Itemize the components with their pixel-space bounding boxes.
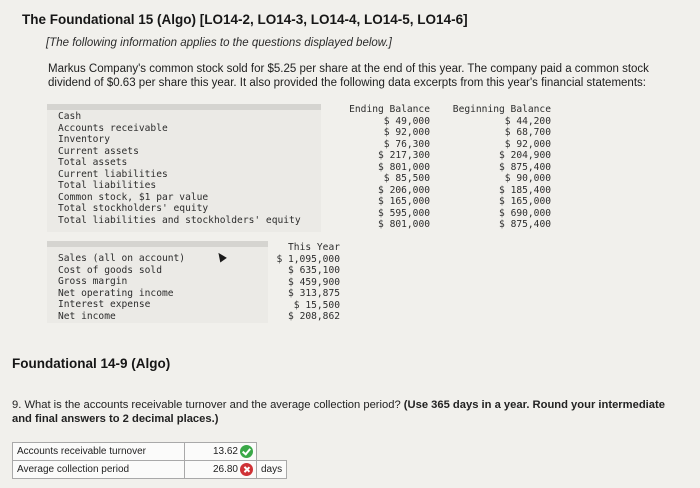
- answer-unit-empty: [257, 443, 287, 461]
- ar-turnover-input[interactable]: [185, 443, 257, 461]
- table-cell: $ 459,900: [288, 276, 340, 288]
- table-cell: $ 204,900: [499, 150, 551, 161]
- question-plain: 9. What is the accounts receivable turnover and the average collection period?: [12, 399, 404, 411]
- table-cell: $ 875,400: [499, 219, 551, 230]
- col-header-ending: Ending Balance: [349, 104, 430, 115]
- table-cell: $ 85,500: [383, 173, 430, 184]
- answer-value: 13.62: [212, 446, 238, 458]
- table-cell: $ 49,000: [383, 115, 430, 127]
- is-label-interest-expense: Interest expense: [58, 299, 151, 310]
- this-year-column: [270, 242, 340, 323]
- incorrect-icon: [240, 463, 253, 476]
- page-title: The Foundational 15 (Algo) [LO14-2, LO14-3, LO14-4, LO14-5, LO14-6]: [22, 12, 468, 27]
- intro-note: [The following information applies to the questions displayed below.]: [46, 37, 392, 49]
- table-cell: $ 44,200: [504, 115, 551, 127]
- table-cell: $ 165,000: [499, 196, 551, 207]
- question-text: [12, 399, 700, 426]
- is-label-cogs: Cost of goods sold: [58, 264, 162, 276]
- col-header-this-year: This Year: [288, 242, 340, 253]
- table-row: [13, 461, 287, 479]
- table-cell: $ 1,095,000: [276, 253, 340, 265]
- table-cell: $ 15,500: [293, 299, 340, 311]
- bs-label-total-equity: Total stockholders' equity: [58, 203, 209, 214]
- answer-unit: days: [257, 461, 287, 479]
- bs-label-total-liabilities: Total liabilities: [58, 180, 157, 191]
- table-cell: $ 217,300: [378, 150, 430, 161]
- question-instruction-2: and final answers to 2 decimal places.): [12, 412, 219, 425]
- col-header-beginning: Beginning Balance: [452, 104, 551, 115]
- bs-label-current-assets: Current assets: [58, 145, 139, 157]
- table-cell: $ 206,000: [378, 184, 430, 196]
- table-cell: $ 595,000: [378, 207, 430, 219]
- bs-label-inventory: Inventory: [58, 134, 110, 145]
- answer-label: Average collection period: [13, 461, 185, 479]
- table-cell: $ 92,000: [504, 138, 551, 150]
- answer-table: [12, 442, 287, 479]
- answer-label: Accounts receivable turnover: [13, 443, 185, 461]
- table-cell: $ 92,000: [383, 127, 430, 138]
- table-cell: $ 801,000: [378, 219, 430, 230]
- beginning-balance-column: [443, 104, 551, 231]
- table-cell: $ 635,100: [288, 265, 340, 276]
- table-cell: $ 90,000: [504, 173, 551, 184]
- table-cell: $ 313,875: [288, 288, 340, 299]
- table-cell: $ 690,000: [499, 207, 551, 219]
- is-label-gross-margin: Gross margin: [58, 276, 128, 287]
- table-cell: $ 165,000: [378, 196, 430, 207]
- ending-balance-column: [338, 104, 430, 231]
- is-label-net-income: Net income: [58, 310, 116, 322]
- table-cell: $ 185,400: [499, 184, 551, 196]
- bs-label-total-assets: Total assets: [58, 157, 128, 168]
- answer-value: 26.80: [212, 464, 238, 476]
- table-cell: $ 875,400: [499, 161, 551, 173]
- table-cell: $ 801,000: [378, 161, 430, 173]
- table-row: [13, 443, 287, 461]
- bs-label-cash: Cash: [58, 111, 82, 122]
- question-instruction-1: (Use 365 days in a year. Round your intermediate: [403, 399, 665, 411]
- is-label-sales: Sales (all on account): [58, 253, 186, 264]
- is-label-net-operating-income: Net operating income: [58, 287, 174, 299]
- bs-label-total-liab-equity: Total liabilities and stockholders' equity: [58, 214, 301, 226]
- table-cell: $ 68,700: [504, 127, 551, 138]
- table-cell: $ 76,300: [383, 138, 430, 150]
- bs-label-common-stock: Common stock, $1 par value: [58, 191, 209, 203]
- problem-description: Markus Company's common stock sold for $5.25 per share at the end of this year. The company paid a common stock dividend of $0.63 per share this year. It also provided the following data excerpts from this year's financial statements:: [48, 63, 649, 89]
- avg-collection-period-input[interactable]: [185, 461, 257, 479]
- table-cell: $ 208,862: [288, 311, 340, 322]
- income-statement-labels: [58, 253, 185, 322]
- bs-label-current-liabilities: Current liabilities: [58, 168, 168, 180]
- section-heading: Foundational 14-9 (Algo): [12, 356, 171, 371]
- correct-icon: [240, 445, 253, 458]
- bs-label-accounts-receivable: Accounts receivable: [58, 122, 168, 134]
- balance-sheet-labels: [58, 111, 301, 226]
